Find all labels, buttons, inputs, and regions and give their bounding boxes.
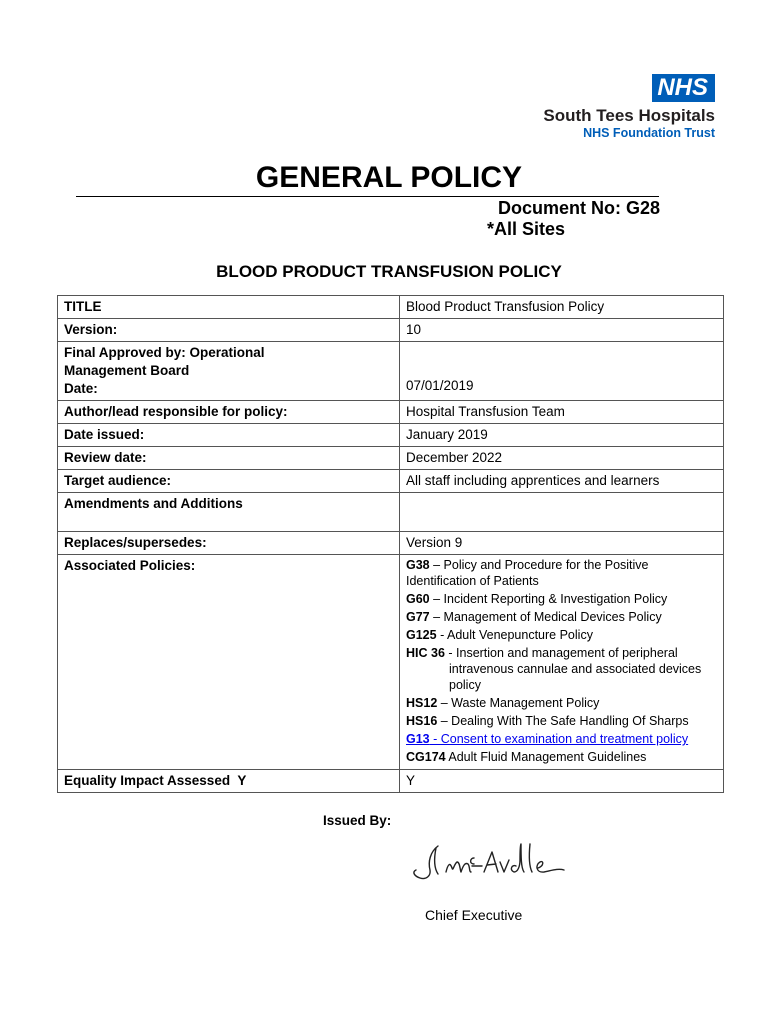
row-label: Author/lead responsible for policy:	[58, 401, 400, 424]
row-label: Equality Impact Assessed Y	[58, 770, 400, 793]
policy-item: G38 – Policy and Procedure for the Positive Identification of Patients	[406, 558, 649, 588]
row-label: Review date:	[58, 447, 400, 470]
nhs-badge: NHS	[652, 74, 715, 102]
policy-link-g13[interactable]: G13 - Consent to examination and treatment policy	[406, 732, 689, 746]
approved-date: 07/01/2019	[406, 378, 474, 393]
row-label: Date issued:	[58, 424, 400, 447]
chief-executive-label: Chief Executive	[425, 907, 523, 923]
row-value	[400, 493, 724, 532]
table-row	[58, 770, 724, 793]
approved-label: Final Approved by: Operational Management Board	[64, 345, 265, 378]
row-value: December 2022	[400, 447, 724, 470]
table-row	[58, 319, 724, 342]
row-label: Target audience:	[58, 470, 400, 493]
table-row	[58, 296, 724, 319]
org-name: South Tees Hospitals	[543, 106, 715, 125]
row-value: Version 9	[400, 532, 724, 555]
row-label: Replaces/supersedes:	[58, 532, 400, 555]
sites-label: *All Sites	[487, 219, 566, 239]
org-trust: NHS Foundation Trust	[583, 126, 715, 140]
row-label: TITLE	[58, 296, 400, 319]
signature	[408, 838, 578, 893]
row-value: All staff including apprentices and learners	[400, 470, 724, 493]
row-label: Version:	[58, 319, 400, 342]
table-row	[58, 424, 724, 447]
row-value: January 2019	[400, 424, 724, 447]
signature-image	[408, 838, 578, 888]
policy-item: G125 - Adult Venepuncture Policy	[406, 628, 593, 642]
policy-subtitle: BLOOD PRODUCT TRANSFUSION POLICY	[216, 262, 562, 281]
row-value: Hospital Transfusion Team	[400, 401, 724, 424]
table-row	[58, 342, 724, 401]
row-label: Associated Policies:	[58, 555, 400, 770]
policy-item: G60 – Incident Reporting & Investigation Policy	[406, 592, 668, 606]
issued-by-label: Issued By:	[323, 813, 392, 828]
nhs-logo	[543, 74, 715, 141]
policy-info-table	[57, 295, 724, 793]
policy-item: G77 – Management of Medical Devices Policy	[406, 610, 662, 624]
row-label: Amendments and Additions	[58, 493, 400, 532]
row-value: Y	[400, 770, 724, 793]
table-row	[58, 493, 724, 532]
document-number: Document No: G28	[497, 198, 660, 218]
table-row	[58, 401, 724, 424]
row-value: Blood Product Transfusion Policy	[400, 296, 724, 319]
row-label	[58, 342, 400, 401]
page-title: GENERAL POLICY	[255, 161, 523, 194]
table-row	[58, 447, 724, 470]
row-value	[400, 342, 724, 401]
associated-policies-list	[400, 555, 724, 770]
policy-item: HS12 – Waste Management Policy	[406, 696, 600, 710]
policy-item: HS16 – Dealing With The Safe Handling Of Sharps	[406, 714, 689, 728]
date-label: Date:	[64, 381, 98, 396]
table-row	[58, 532, 724, 555]
policy-item: CG174 Adult Fluid Management Guidelines	[406, 750, 647, 764]
row-value: 10	[400, 319, 724, 342]
policy-item: HIC 36 - Insertion and management of peripheral intravenous cannulae and associated devices policy	[406, 646, 702, 692]
table-row	[58, 470, 724, 493]
table-row	[58, 555, 724, 770]
